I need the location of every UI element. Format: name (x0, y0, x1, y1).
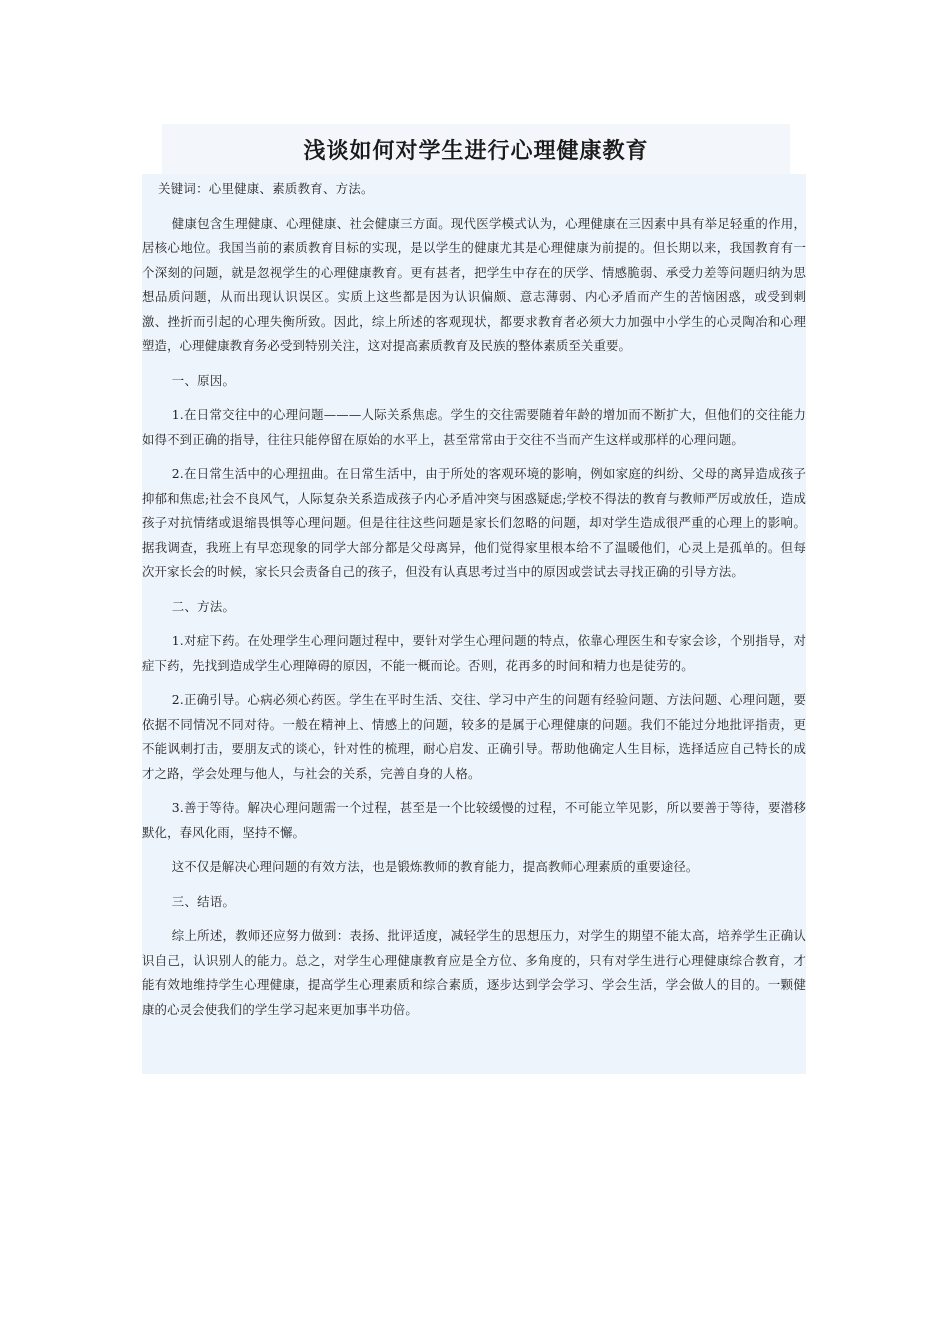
paragraph-method-1: 1.对症下药。在处理学生心理问题过程中，要针对学生心理问题的特点，依靠心理医生和专家会诊，个别指导，对症下药，先找到造成学生心理障碍的原因，不能一概而论。否则，花再多的时间和精力也是徒劳的。 (142, 633, 806, 673)
section-heading-methods: 二、方法。 (171, 598, 236, 614)
paragraph-method-2: 2.正确引导。心病必须心药医。学生在平时生活、交往、学习中产生的问题有经验问题、方法问题、心理问题，要依据不同情况不同对待。一般在精神上、情感上的问题，较多的是属于心理健康的问题。我们不能过分地批评指责，更不能讽刺打击，要朋友式的谈心，针对性的梳理，耐心启发、正确引导。帮助他确定人生目标，选择适应自己特长的成才之路，学会处理与他人，与社会的关系，完善自身的人格。 (142, 692, 806, 781)
section-heading-conclusion: 三、结语。 (171, 893, 236, 909)
paragraph-method-summary: 这不仅是解决心理问题的有效方法，也是锻炼教师的教育能力，提高教师心理素质的重要途径。 (171, 859, 699, 874)
article-body (142, 174, 806, 1074)
paragraph-method-3: 3.善于等待。解决心理问题需一个过程，甚至是一个比较缓慢的过程，不可能立竿见影，所以要善于等待，要潜移默化，春风化雨，坚持不懈。 (142, 800, 806, 840)
paragraph-intro: 健康包含生理健康、心理健康、社会健康三方面。现代医学模式认为，心理健康在三因素中具有举足轻重的作用，居核心地位。我国当前的素质教育目标的实现，是以学生的健康尤其是心理健康为前提的。但长期以来，我国教育有一个深刻的问题，就是忽视学生的心理健康教育。更有甚者，把学生中存在的厌学、情感脆弱、承受力差等问题归纳为思想品质问题，从而出现认识误区。实质上这些都是因为认识偏颇、意志薄弱、内心矛盾而产生的苦恼困惑，或受到刺激、挫折而引起的心理失衡所致。因此，综上所述的客观现状，都要求教育者必须大力加强中小学生的心灵陶冶和心理塑造，心理健康教育务必受到特别关注，这对提高素质教育及民族的整体素质至关重要。 (142, 215, 806, 353)
paragraph-cause-2: 2.在日常生活中的心理扭曲。在日常生活中，由于所处的客观环境的影响，例如家庭的纠纷、父母的离异造成孩子抑郁和焦虑;社会不良风气，人际复杂关系造成孩子内心矛盾冲突与困惑疑虑;学校不得法的教育与教师严厉或放任，造成孩子对抗情绪或退缩畏惧等心理问题。但是往往这些问题是家长们忽略的问题，却对学生造成很严重的心理上的影响。据我调查，我班上有早恋现象的同学大部分都是父母离异，他们觉得家里根本给不了温暖他们，心灵上是孤单的。但每次开家长会的时候，家长只会责备自己的孩子，但没有认真思考过当中的原因或尝试去寻找正确的引导方法。 (142, 466, 806, 579)
page-title: 浅谈如何对学生进行心理健康教育 (303, 139, 649, 164)
paragraph-conclusion: 综上所述，教师还应努力做到：表扬、批评适度，减轻学生的思想压力，对学生的期望不能太高，培养学生正确认识自己，认识别人的能力。总之，对学生心理健康教育应是全方位、多角度的，只有对学生进行心理健康综合教育，才能有效地维持学生心理健康，提高学生心理素质和综合素质，逐步达到学会学习、学会生活，学会做人的目的。一颗健康的心灵会使我们的学生学习起来更加事半功倍。 (142, 928, 806, 1017)
paragraph-cause-1: 1.在日常交往中的心理问题———人际关系焦虑。学生的交往需要随着年龄的增加而不断扩大，但他们的交往能力如得不到正确的指导，往往只能停留在原始的水平上，甚至常常由于交往不当而产生这样或那样的心理问题。 (142, 407, 806, 447)
keywords-line: 关键词：心里健康、素质教育、方法。 (158, 181, 374, 196)
section-heading-causes: 一、原因。 (171, 372, 236, 388)
